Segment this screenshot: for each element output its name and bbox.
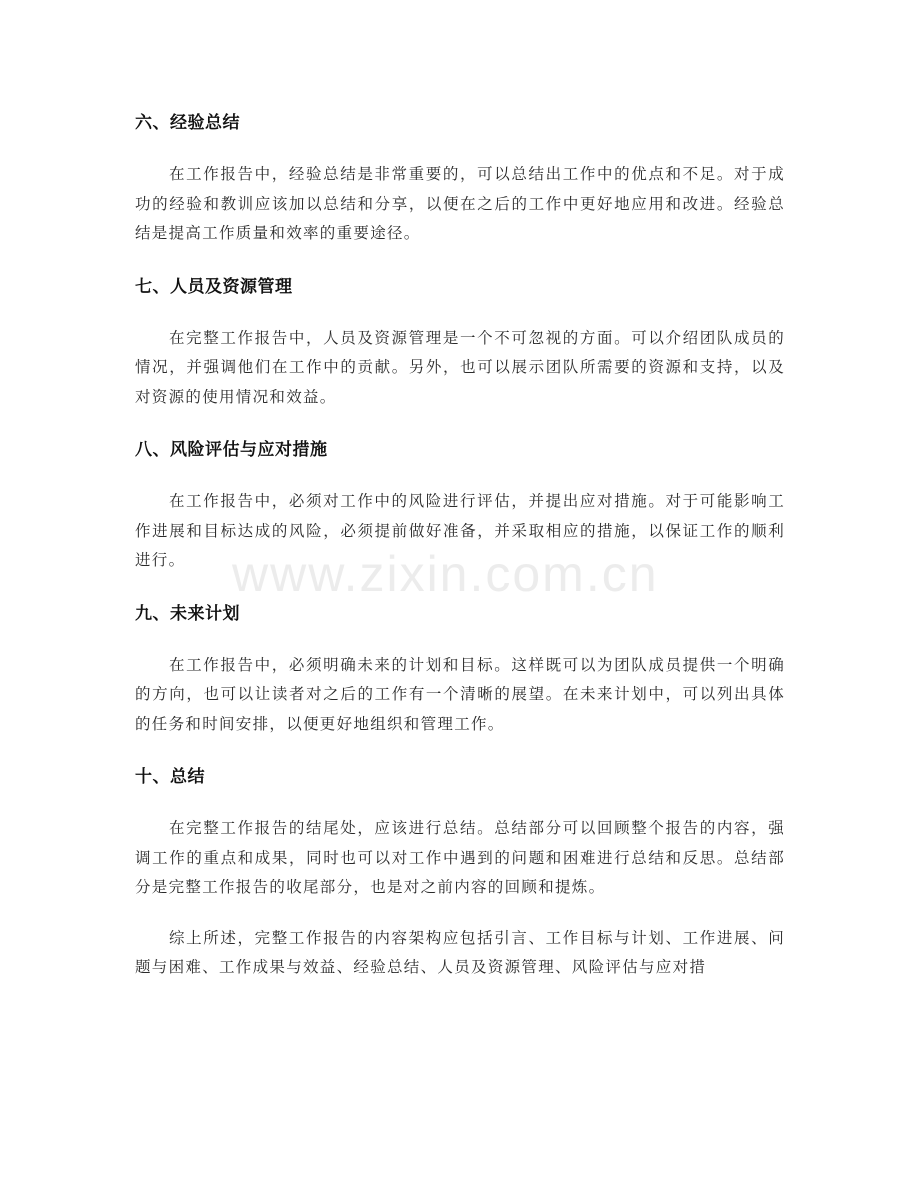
section-paragraph: 在完整工作报告中，人员及资源管理是一个不可忽视的方面。可以介绍团队成员的情况，并强调他们在工作中的贡献。另外，也可以展示团队所需要的资源和支持，以及对资源的使用情况和效益。 xyxy=(135,328,785,406)
section-paragraph: 在工作报告中，经验总结是非常重要的，可以总结出工作中的优点和不足。对于成功的经验和教训应该加以总结和分享，以便在之后的工作中更好地应用和改进。经验总结是提高工作质量和效率的重要途径。 xyxy=(135,165,785,242)
section-heading: 十、总结 xyxy=(135,767,205,787)
section-heading: 八、风险评估与应对措施 xyxy=(135,440,328,460)
section-experience-summary xyxy=(135,106,785,249)
section-risk-assessment xyxy=(135,433,785,576)
section-paragraph: 在工作报告中，必须明确未来的计划和目标。这样既可以为团队成员提供一个明确的方向，也可以让读者对之后的工作有一个清晰的展望。在未来计划中，可以列出具体的任务和时间安排，以便更好地组织和管理工作。 xyxy=(135,655,785,733)
section-paragraph: 在完整工作报告的结尾处，应该进行总结。总结部分可以回顾整个报告的内容，强调工作的重点和成果，同时也可以对工作中遇到的问题和困难进行总结和反思。总结部分是完整工作报告的收尾部分，也是对之前内容的回顾和提炼。 xyxy=(135,819,785,896)
section-heading: 九、未来计划 xyxy=(135,603,240,624)
section-future-plan xyxy=(135,597,785,740)
watermark: www.zixin.com.cn xyxy=(232,546,659,602)
section-heading: 六、经验总结 xyxy=(135,113,240,133)
section-paragraph: 在工作报告中，必须对工作中的风险进行评估，并提出应对措施。对于可能影响工作进展和目标达成的风险，必须提前做好准备，并采取相应的措施，以保证工作的顺利进行。 xyxy=(135,492,785,569)
section-heading: 七、人员及资源管理 xyxy=(135,276,293,297)
document-body xyxy=(135,106,785,983)
section-conclusion xyxy=(135,760,785,983)
section-paragraph: 综上所述，完整工作报告的内容架构应包括引言、工作目标与计划、工作进展、问题与困难、工作成果与效益、经验总结、人员及资源管理、风险评估与应对措 xyxy=(135,928,785,976)
section-personnel-resources xyxy=(135,270,785,413)
